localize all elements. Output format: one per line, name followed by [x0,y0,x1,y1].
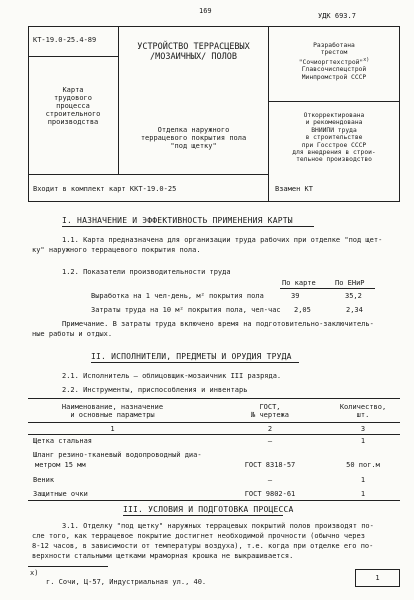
table-header-rule [280,288,375,289]
th-line: и основные параметры [70,411,155,419]
card-type-line: производства [47,118,99,126]
developed-org: "Сочиоргтехстрой" [298,58,364,66]
tool-name: метром 15 мм [35,461,86,469]
col-num-3: 3 [360,425,366,433]
para-1-1 [32,236,383,254]
corrected-line: ВНИИПИ труда [311,126,357,134]
tool-name: Веник [33,476,55,484]
note [32,320,374,338]
footnote-mark: x) [30,569,39,577]
developed-line [270,57,398,67]
tool-name: Защитные очки [33,490,88,498]
tool-qty: 1 [360,490,366,498]
th-name [30,403,195,419]
card-type [30,86,116,126]
th-line: ГОСТ, [259,403,281,411]
table-row [33,451,202,469]
para-2-1: 2.1. Исполнитель – облицовщик-мозаичник III разряда. [62,372,282,380]
sheet-number: 1 [375,574,380,582]
col-by-card: По карте [282,279,316,287]
section-3-title: III. УСЛОВИЯ И ПОДГОТОВКА ПРОЦЕССА [123,505,294,514]
footnote-rule [28,566,108,567]
card-subtitle [119,126,268,150]
table-row [33,437,92,445]
para-2-2: 2.2. Инструменты, приспособления и инвентарь [62,386,248,394]
developed-line: трестом [320,49,348,57]
col-num-2: 2 [267,425,273,433]
card-type-line: процесса [56,102,90,110]
th-line: шт. [356,411,370,419]
para-line: 1.1. Карта предназначена для организации труда рабочих при отделке "под щет- [62,236,383,244]
corrected-line: для внедрения в строи- [292,149,376,157]
section-1-underline [62,226,314,227]
card-type-line: Карта [62,86,84,94]
table-row [33,476,54,484]
section-2-title: II. ИСПОЛНИТЕЛИ, ПРЕДМЕТЫ И ОРУДИЯ ТРУДА [91,352,292,361]
tool-qty: 1 [360,476,366,484]
tool-gost: – [267,437,273,445]
corrected-line: Откорректирована [303,112,365,119]
card-title-line: /МОЗАИЧНЫХ/ ПОЛОВ [150,52,237,62]
card-title-line: УСТРОЙСТВО ТЕРРАСЦЕВЫХ [137,42,250,52]
developed-line: Минпромстрой СССР [301,73,367,81]
header-hline-left [28,56,118,57]
card-type-line: строительного [45,110,101,118]
tool-name: Щетка стальная [33,437,93,445]
para-line: верхности стальными щетками мраморная крошка не выкрашивается. [32,552,294,560]
para-line: ку" наружного террацевого покрытия пола. [32,246,201,254]
card-subtitle-line: Отделка наружного [157,126,230,134]
tools-table-bottom [28,500,400,501]
udk-code: УДК 693.7 [318,12,356,20]
th-line: № чертежа [251,411,289,419]
note-line: ные работы и отдых. [32,330,113,338]
developed-line: Главсочиспецстрой [301,66,367,74]
th-qty [330,403,396,419]
note-line: Примечание. В затраты труда включено время на подготовительно-заключитель- [62,320,374,328]
tools-table-num-rule [28,434,400,435]
included-in-set: Входит в комплект карт ККТ-19.0-25 [33,185,177,193]
th-line: Количество, [339,403,387,411]
tool-name: Шланг резино-тканевый водопроводный диа- [33,451,202,459]
replaces: Взамен КТ [275,185,313,193]
header-hline-right [268,101,400,102]
footnote-mark: x) [363,56,370,63]
developed-line: Разработана [313,42,355,49]
page-number: 169 [199,7,212,15]
corrected-line: и рекомендована [305,119,363,127]
section-3-underline [123,515,283,516]
para-line: сле того, как террацевое покрытие достигнет необходимой прочности (обычно через [32,532,365,540]
corrected-by [270,112,398,164]
th-gost [225,403,315,419]
tool-qty: 50 пог.м [346,461,380,469]
header-hline-bottom [28,174,268,175]
header-divider-2 [268,26,269,202]
corrected-line: при Госстрое СССР [301,141,367,149]
row-output-label: Выработка на 1 чел-день, м² покрытия пола [91,292,264,300]
col-num-1: 1 [110,425,115,433]
para-line: 8-12 часов, в зависимости от температуры воздуха), т.е. когда при отделке его по- [32,542,374,550]
footnote-address: г. Сочи, Ц-57, Индустриальная ул., 40. [46,578,207,586]
para-line: 3.1. Отделку "под щетку" наружных террацевых покрытий полов производят по- [62,522,374,530]
section-2-underline [91,362,299,363]
tools-table-top [28,398,400,399]
developed-by [270,42,398,81]
corrected-line: в строительстве [305,134,363,142]
card-code: КТ-19.0-25.4-89 [33,36,97,44]
tool-qty: 1 [360,437,366,445]
row-labor-label: Затраты труда на 10 м² покрытия пола, чел-час [91,306,281,314]
card-type-line: трудового [54,94,92,102]
tool-gost: ГОСТ 8318-57 [244,461,296,469]
section-1-title: I. НАЗНАЧЕНИЕ И ЭФФЕКТИВНОСТЬ ПРИМЕНЕНИЯ КАРТЫ [62,216,293,225]
row-labor-enir: 2,34 [346,306,363,314]
row-output-card: 39 [291,292,300,300]
card-subtitle-line: террацевого покрытия пола [140,134,247,142]
card-subtitle-line: "под щетку" [170,142,217,150]
corrected-line: тельное производство [296,156,372,164]
col-by-enir: По ЕНиР [335,279,365,287]
row-output-enir: 35,2 [345,292,362,300]
card-title [119,42,268,62]
para-3-1 [32,522,374,560]
tool-gost: – [267,476,273,484]
table-row [33,490,88,498]
th-line: Наименование, назначение [61,403,164,411]
tools-table-head-rule [28,422,400,423]
para-1-2: 1.2. Показатели производительности труда [62,268,231,276]
tool-gost: ГОСТ 9802-61 [244,490,296,498]
row-labor-card: 2,05 [294,306,311,314]
